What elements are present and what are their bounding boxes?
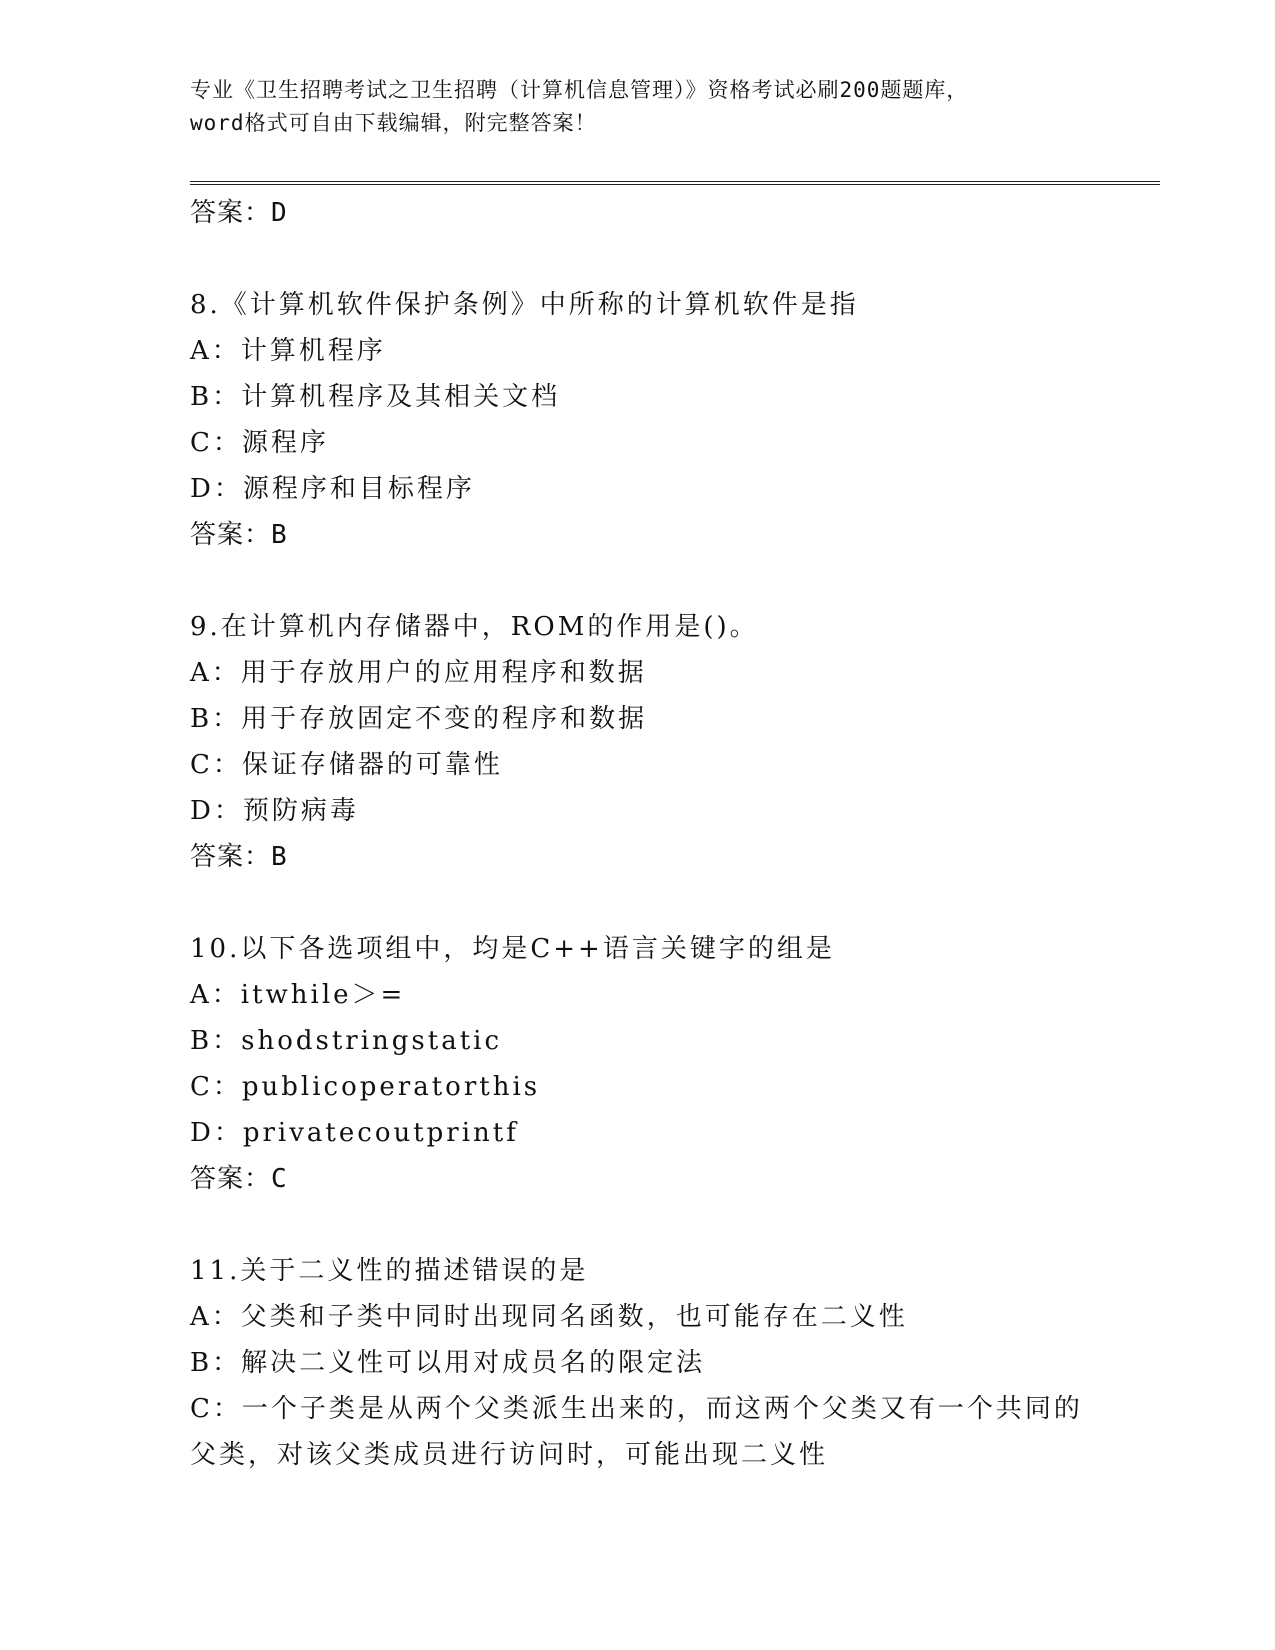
option-b: B：解决二义性可以用对成员名的限定法 [190, 1348, 706, 1378]
option-b: B：用于存放固定不变的程序和数据 [190, 704, 648, 734]
question-text: 10.以下各选项组中，均是C++语言关键字的组是 [190, 934, 835, 964]
question-10 [190, 926, 1140, 1202]
option-a: A：itwhile＞= [190, 980, 406, 1010]
answer-line: 答案：C [190, 1164, 288, 1194]
option-d: D：源程序和目标程序 [190, 474, 475, 504]
question-11 [190, 1248, 1140, 1478]
option-c: C：保证存储器的可靠性 [190, 750, 503, 780]
question-list [190, 190, 1140, 1524]
option-a: A：计算机程序 [190, 336, 386, 366]
option-d: D：privatecoutprintf [190, 1118, 519, 1148]
question-text: 8.《计算机软件保护条例》中所称的计算机软件是指 [190, 290, 859, 320]
header-line-2: word格式可自由下载编辑，附完整答案！ [190, 111, 597, 135]
option-a: A：用于存放用户的应用程序和数据 [190, 658, 647, 688]
answer-line: 答案：B [190, 842, 288, 872]
option-c: C：publicoperatorthis [190, 1072, 541, 1102]
page-header [190, 74, 1090, 140]
option-d: D：预防病毒 [190, 796, 359, 826]
question-text: 9.在计算机内存储器中，ROM的作用是()。 [190, 612, 759, 642]
option-b: B：计算机程序及其相关文档 [190, 382, 561, 412]
option-c: C：一个子类是从两个父类派生出来的，而这两个父类又有一个共同的父类，对该父类成员进行访问时，可能出现二义性 [190, 1394, 1083, 1470]
option-b: B：shodstringstatic [190, 1026, 503, 1056]
answer-line: 答案：D [190, 198, 288, 228]
question-9 [190, 604, 1140, 880]
header-divider [190, 181, 1160, 185]
header-line-1: 专业《卫生招聘考试之卫生招聘（计算机信息管理）》资格考试必刷200题题库， [190, 78, 969, 102]
answer-line: 答案：B [190, 520, 288, 550]
option-a: A：父类和子类中同时出现同名函数，也可能存在二义性 [190, 1302, 908, 1332]
option-c: C：源程序 [190, 428, 329, 458]
question-text: 11.关于二义性的描述错误的是 [190, 1256, 589, 1286]
question-8 [190, 282, 1140, 558]
